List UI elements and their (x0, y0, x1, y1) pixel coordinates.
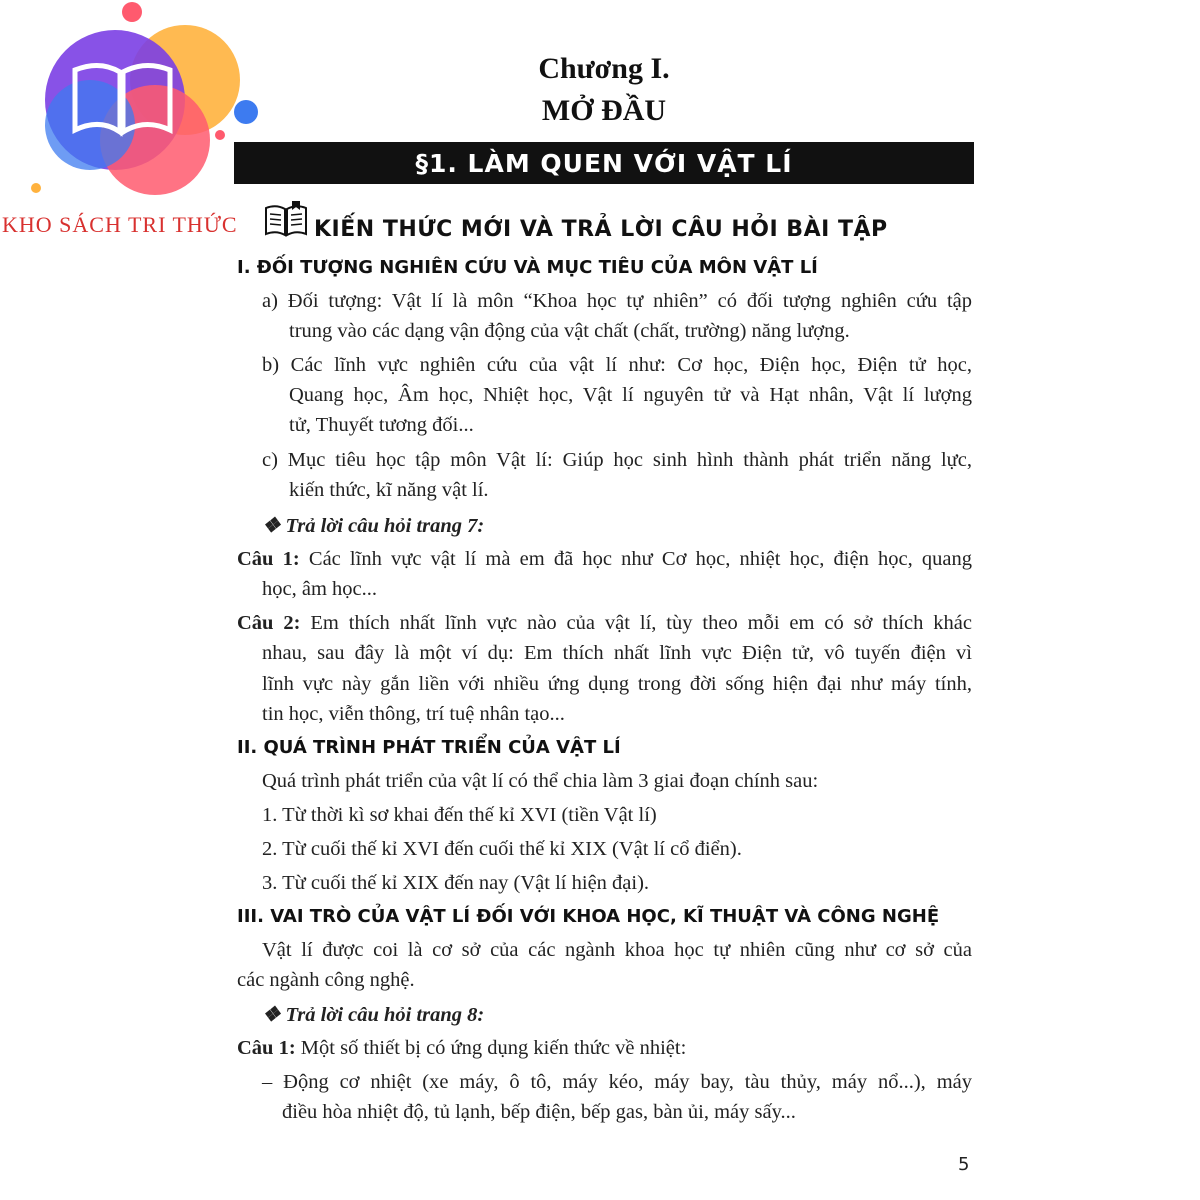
p8-q1-text: Một số thiết bị có ứng dụng kiến thức về nhiệt: (295, 1037, 687, 1059)
q1-line2: học, âm học... (262, 578, 377, 600)
part2-stage3: 3. Từ cuối thế kỉ XIX đến nay (Vật lí hiện đại). (262, 872, 650, 894)
part2-stage2: 2. Từ cuối thế kỉ XVI đến cuối thế kỉ XIX (Vật lí cổ điển). (262, 838, 742, 860)
open-book-icon (262, 198, 310, 238)
q2-label: Câu 2: (237, 612, 301, 634)
part1-b-line1: b) Các lĩnh vực nghiên cứu của vật lí như: Cơ học, Điện học, Điện tử học, (262, 354, 972, 376)
part1-a-line2: trung vào các dạng vận động của vật chất (chất, trường) năng lượng. (289, 320, 850, 342)
p8-q1-label: Câu 1: (237, 1037, 296, 1059)
part1-b-line3: tử, Thuyết tương đối... (289, 414, 474, 436)
part2-heading: II. QUÁ TRÌNH PHÁT TRIỂN CỦA VẬT LÍ (237, 737, 621, 758)
book-logo-icon (20, 0, 270, 210)
chapter-title: Chương I. (538, 52, 670, 85)
part1-heading: I. ĐỐI TƯỢNG NGHIÊN CỨU VÀ MỤC TIÊU CỦA MÔN VẬT LÍ (237, 257, 818, 278)
q1-text: Các lĩnh vực vật lí mà em đã học như Cơ học, nhiệt học, điện học, quang (299, 548, 972, 570)
q1-line1 (237, 548, 972, 571)
page-number: 5 (958, 1154, 970, 1175)
section-heading: KIẾN THỨC MỚI VÀ TRẢ LỜI CÂU HỎI BÀI TẬP (314, 217, 888, 242)
part1-c-line1: c) Mục tiêu học tập môn Vật lí: Giúp học sinh hình thành phát triển năng lực, (262, 449, 972, 471)
p8-q1-line (237, 1037, 686, 1060)
part3-paragraph-line1: Vật lí được coi là cơ sở của các ngành khoa học tự nhiên cũng như cơ sở của (262, 939, 972, 961)
bullet-line2: điều hòa nhiệt độ, tủ lạnh, bếp điện, bếp gas, bàn ủi, máy sấy... (282, 1101, 796, 1123)
brand-logo-text: KHO SÁCH TRI THỨC (2, 212, 238, 237)
part1-c-line2: kiến thức, kĩ năng vật lí. (289, 479, 489, 501)
part1-b-line2: Quang học, Âm học, Nhiệt học, Vật lí nguyên tử và Hạt nhân, Vật lí lượng (289, 384, 972, 406)
q2-line3: lĩnh vực này gắn liền với nhiều ứng dụng trong đời sống hiện đại như máy tính, (262, 673, 972, 695)
part2-intro: Quá trình phát triển của vật lí có thể chia làm 3 giai đoạn chính sau: (262, 770, 819, 792)
q2-text: Em thích nhất lĩnh vực nào của vật lí, tùy theo mỗi em có sở thích khác (300, 612, 972, 634)
part2-stage1: 1. Từ thời kì sơ khai đến thế kỉ XVI (tiền Vật lí) (262, 804, 657, 826)
part3-heading: III. VAI TRÒ CỦA VẬT LÍ ĐỐI VỚI KHOA HỌC, KĨ THUẬT VÀ CÔNG NGHỆ (237, 906, 940, 927)
answer-header-page8: ❖ Trả lời câu hỏi trang 8: (262, 1004, 485, 1026)
chapter-subtitle: MỞ ĐẦU (541, 94, 667, 127)
part1-a-line1: a) Đối tượng: Vật lí là môn “Khoa học tự nhiên” có đối tượng nghiên cứu tập (262, 290, 972, 312)
q2-line1 (237, 612, 972, 635)
q2-line4: tin học, viễn thông, trí tuệ nhân tạo... (262, 703, 565, 725)
bullet-line1: – Động cơ nhiệt (xe máy, ô tô, máy kéo, máy bay, tàu thủy, máy nổ...), máy (262, 1071, 972, 1093)
part3-paragraph-line2: các ngành công nghệ. (237, 969, 415, 991)
q1-label: Câu 1: (237, 548, 300, 570)
q2-line2: nhau, sau đây là một ví dụ: Em thích nhất lĩnh vực Điện tử, vô tuyến điện vì (262, 642, 972, 664)
answer-header-page7: ❖ Trả lời câu hỏi trang 7: (262, 515, 485, 537)
lesson-title-bar: §1. LÀM QUEN VỚI VẬT LÍ (234, 142, 974, 184)
